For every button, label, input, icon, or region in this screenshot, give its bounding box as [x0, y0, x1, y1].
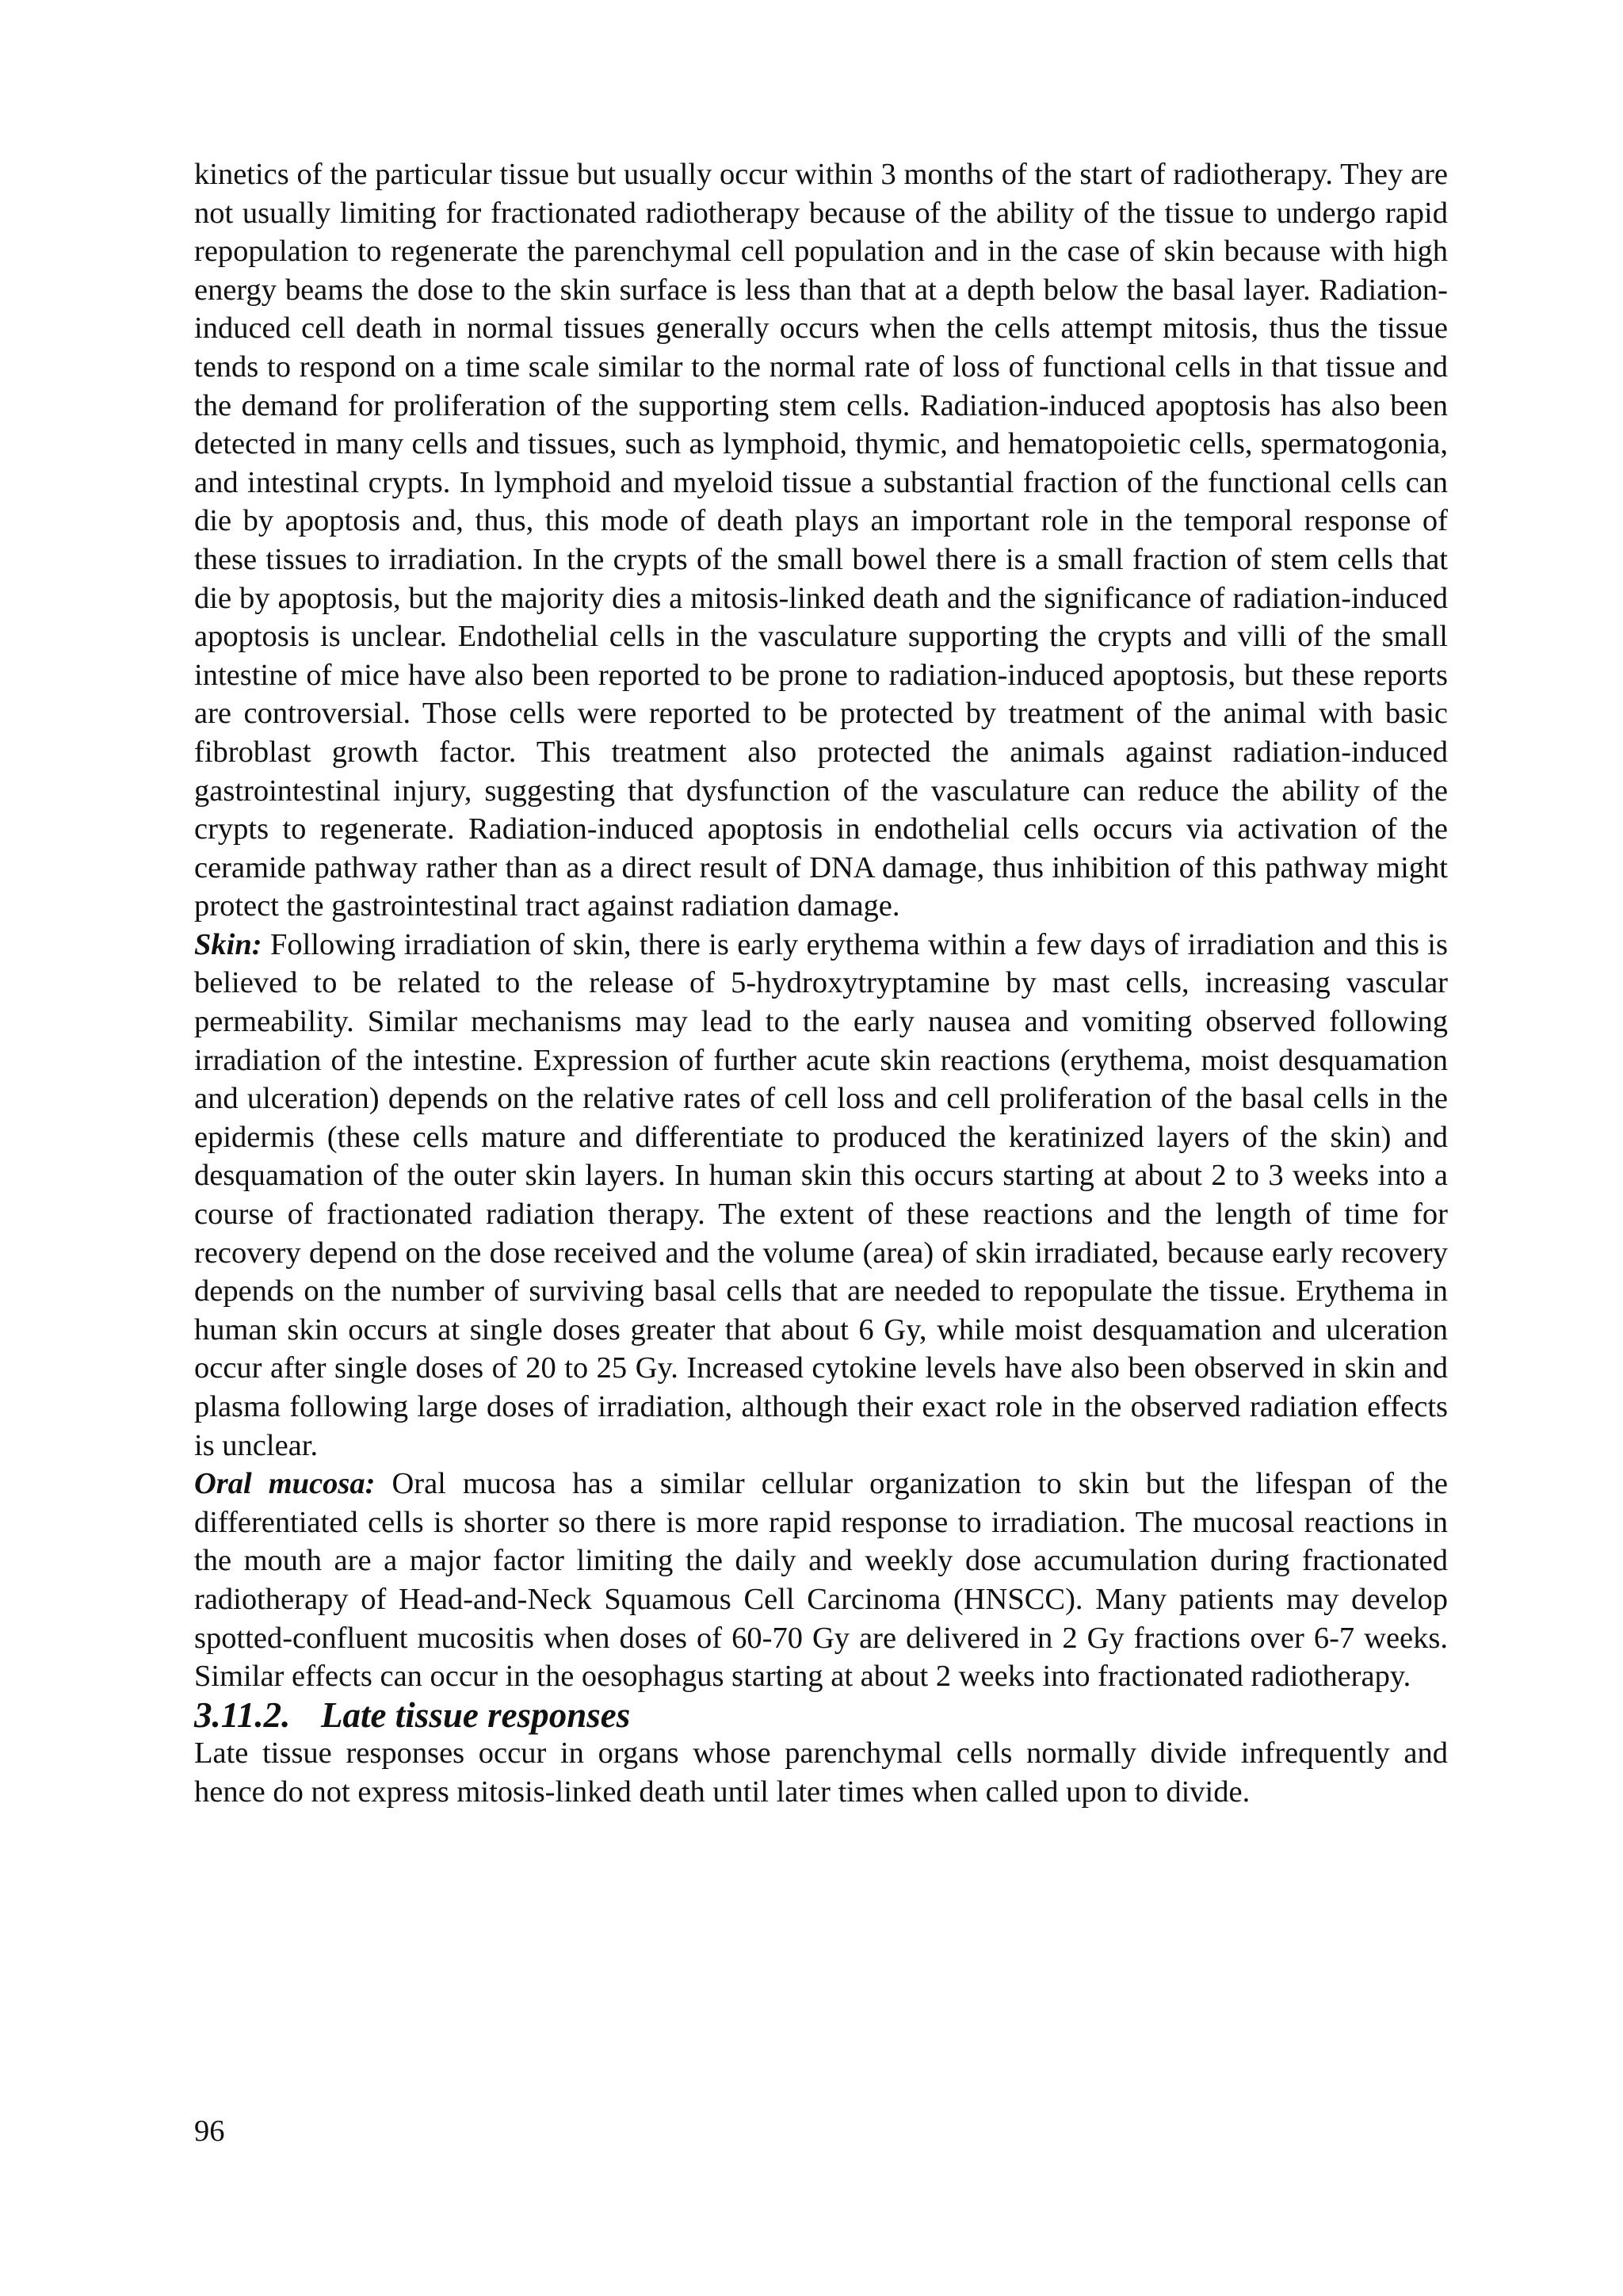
- paragraph-late: [194, 1734, 1448, 1811]
- paragraph-intro-text: kinetics of the particular tissue but usually occur within 3 months of the start of radiotherapy. They are not usually limiting for fractionated radiotherapy because of the ability of the tissue to undergo rapid repopulation to regenerate the parenchymal cell population and in the case of skin because with high energy beams the dose to the skin surface is less than that at a depth below the basal layer. Radiation-induced cell death in normal tissues generally occurs when the cells attempt mitosis, thus the tissue tends to respond on a time scale similar to the normal rate of loss of functional cells in that tissue and the demand for proliferation of the supporting stem cells. Radiation-induced apoptosis has also been detected in many cells and tissues, such as lymphoid, thymic, and hematopoietic cells, spermatogonia, and intestinal crypts. In lymphoid and myeloid tissue a substantial fraction of the functional cells can die by apoptosis and, thus, this mode of death plays an important role in the temporal response of these tissues to irradiation. In the crypts of the small bowel there is a small fraction of stem cells that die by apoptosis, but the majority dies a mitosis-linked death and the significance of radiation-induced apoptosis is unclear. Endothelial cells in the vasculature supporting the crypts and villi of the small intestine of mice have also been reported to be prone to radiation-induced apoptosis, but these reports are controversial. Those cells were reported to be protected by treatment of the animal with basic fibroblast growth factor. This treatment also protected the animals against radiation-induced gastrointestinal injury, suggesting that dysfunction of the vasculature can reduce the ability of the crypts to regenerate. Radiation-induced apoptosis in endothelial cells occurs via activation of the ceramide pathway rather than as a direct result of DNA damage, thus inhibition of this pathway might protect the gastrointestinal tract against radiation damage.: [194, 158, 1448, 923]
- section-heading: [194, 1696, 1448, 1735]
- skin-text: Following irradiation of skin, there is early erythema within a few days of irradiation and this is believed to be related to the release of 5-hydroxytryptamine by mast cells, increasing vascular permeability. Similar mechanisms may lead to the early nausea and vomiting observed following irradiation of the intestine. Expression of further acute skin reactions (erythema, moist desquamation and ulceration) depends on the relative rates of cell loss and cell proliferation of the basal cells in the epidermis (these cells mature and differentiate to produced the keratinized layers of the skin) and desquamation of the outer skin layers. In human skin this occurs starting at about 2 to 3 weeks into a course of fractionated radiation therapy. The extent of these reactions and the length of time for recovery depend on the dose received and the volume (area) of skin irradiated, because early recovery depends on the number of surviving basal cells that are needed to repopulate the tissue. Erythema in human skin occurs at single doses greater that about 6 Gy, while moist desquamation and ulceration occur after single doses of 20 to 25 Gy. Increased cytokine levels have also been observed in skin and plasma following large doses of irradiation, although their exact role in the observed radiation effects is unclear.: [194, 927, 1448, 1462]
- paragraph-intro: [194, 155, 1448, 926]
- oral-mucosa-text: Oral mucosa has a similar cellular organization to skin but the lifespan of the differentiated cells is shorter so there is more rapid response to irradiation. The mucosal reactions in the mouth are a major factor limiting the daily and weekly dose accumulation during fractionated radiotherapy of Head-and-Neck Squamous Cell Carcinoma (HNSCC). Many patients may develop spotted-confluent mucositis when doses of 60-70 Gy are delivered in 2 Gy fractions over 6-7 weeks. Similar effects can occur in the oesophagus starting at about 2 weeks into fractionated radiotherapy.: [194, 1467, 1449, 1694]
- page-number: 96: [194, 2115, 225, 2148]
- paragraph-oral-mucosa: [194, 1465, 1448, 1696]
- oral-mucosa-label: Oral mucosa:: [194, 1467, 376, 1501]
- paragraph-late-text: Late tissue responses occur in organs whose parenchymal cells normally divide infrequently and hence do not express mitosis-linked death until later times when called upon to divide.: [194, 1736, 1448, 1809]
- section-number: 3.11.2.: [194, 1694, 291, 1735]
- section-title: Late tissue responses: [321, 1694, 631, 1735]
- paragraph-skin: [194, 926, 1448, 1465]
- document-page: [194, 155, 1448, 1812]
- skin-label: Skin:: [194, 927, 262, 961]
